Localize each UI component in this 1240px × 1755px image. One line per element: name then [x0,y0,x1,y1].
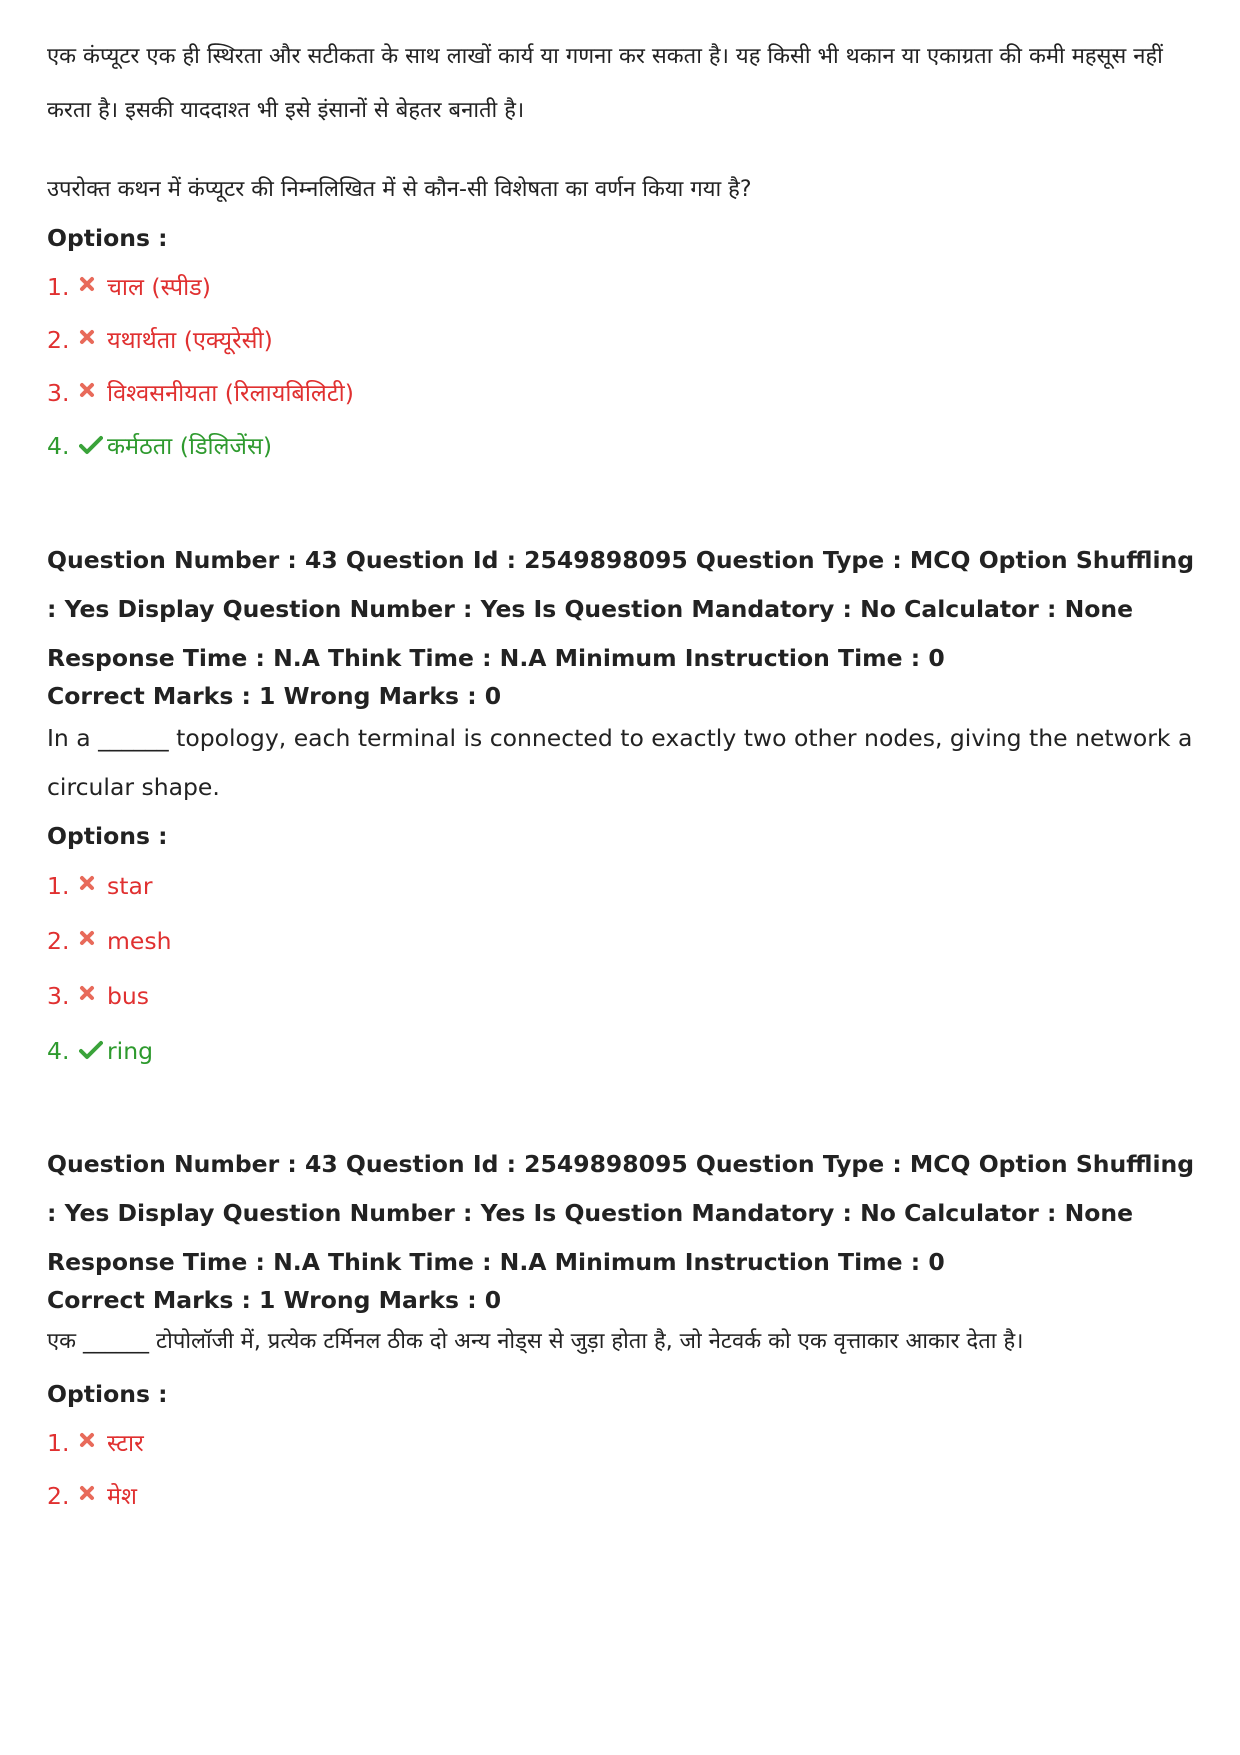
question-text: एक कंप्यूटर एक ही स्थिरता और सटीकता के साथ लाखों कार्य या गणना कर सकता है। यह किसी भी थकान या एकाग्रता की कमी महसूस नहीं करता है। इसकी याददाश्त भी इसे इंसानों से बेहतर बनाती है। [47,44,1163,123]
cross-icon [79,1432,107,1454]
option-text: यथार्थता (एक्यूरेसी) [107,326,273,354]
option-text: ring [107,1037,154,1065]
option-1 [47,1423,144,1463]
question-prompt: उपरोक्त कथन में कंप्यूटर की निम्नलिखित में से कौन-सी विशेषता का वर्णन किया गया है? [47,177,752,202]
option-4 [47,426,272,466]
option-text: bus [107,982,150,1010]
option-1 [47,267,211,307]
option-text: कर्मठता (डिलिजेंस) [107,432,273,460]
option-number: 4. [47,1037,70,1065]
question-text: In a ______ topology, each terminal is connected to exactly two other nodes, giving the network a circular shape. [47,724,1193,801]
option-2 [47,921,172,961]
option-number: 3. [47,379,70,407]
option-text: विश्वसनीयता (रिलायबिलिटी) [107,379,354,407]
option-3 [47,373,354,413]
option-number: 1. [47,872,70,900]
marks-info: Correct Marks : 1 Wrong Marks : 0 [47,1286,502,1314]
option-number: 2. [47,1482,70,1510]
option-2 [47,1476,137,1516]
option-text: mesh [107,927,172,955]
cross-icon [79,875,107,897]
question-meta-header: Question Number : 43 Question Id : 2549898095 Question Type : MCQ Option Shuffling : Yes Display Question Number : Yes Is Question Mandatory : No Calculator : None Response Time : N.A Think Time : N.A Minimum Instruction Time : 0 [47,1150,1195,1276]
cross-icon [79,329,107,351]
cross-icon [79,276,107,298]
cross-icon [79,985,107,1007]
option-text: चाल (स्पीड) [107,273,211,301]
option-number: 2. [47,927,70,955]
option-1 [47,866,153,906]
cross-icon [79,1485,107,1507]
option-4 [47,1031,153,1071]
option-number: 3. [47,982,70,1010]
marks-info: Correct Marks : 1 Wrong Marks : 0 [47,682,502,710]
option-number: 2. [47,326,70,354]
options-label: Options : [47,224,168,252]
option-number: 4. [47,432,70,460]
cross-icon [79,382,107,404]
option-number: 1. [47,273,70,301]
options-label: Options : [47,822,168,850]
check-icon [79,435,107,457]
check-icon [79,1040,107,1062]
option-3 [47,976,149,1016]
question-meta-header: Question Number : 43 Question Id : 2549898095 Question Type : MCQ Option Shuffling : Yes Display Question Number : Yes Is Question Mandatory : No Calculator : None Response Time : N.A Think Time : N.A Minimum Instruction Time : 0 [47,546,1195,672]
cross-icon [79,930,107,952]
option-text: स्टार [107,1429,144,1457]
options-label: Options : [47,1380,168,1408]
question-text: एक ______ टोपोलॉजी में, प्रत्येक टर्मिनल ठीक दो अन्य नोड्स से जुड़ा होता है, जो नेटवर्क को एक वृत्ताकार आकार देता है। [47,1329,1024,1354]
option-text: मेश [107,1482,138,1510]
option-text: star [107,872,153,900]
option-number: 1. [47,1429,70,1457]
option-2 [47,320,273,360]
